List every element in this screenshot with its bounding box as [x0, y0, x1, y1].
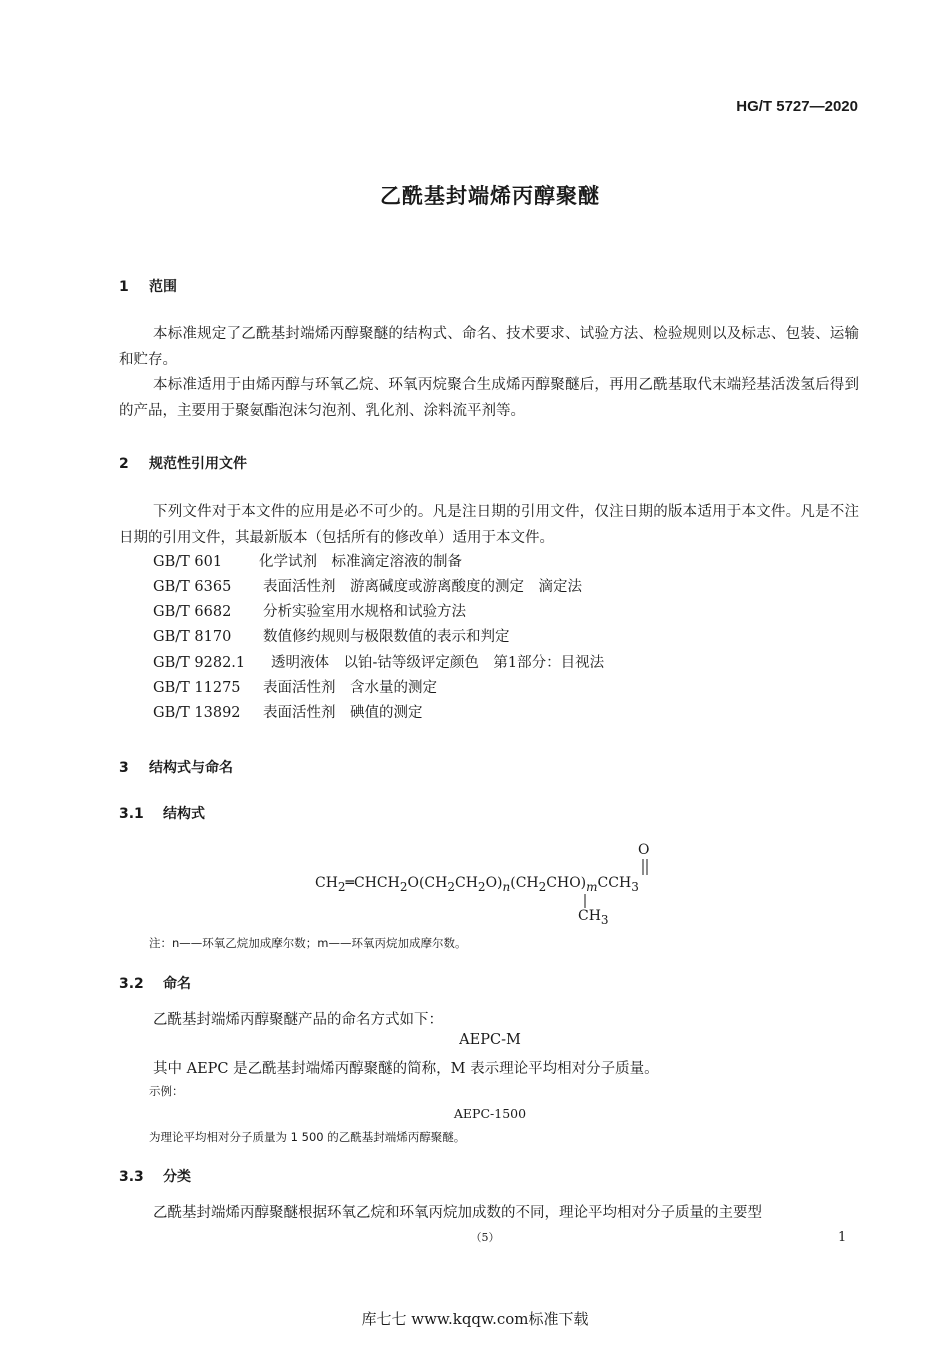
reference-item	[153, 550, 462, 575]
page-sequence: （5）	[470, 1231, 500, 1244]
example-label: 示例：	[149, 1084, 184, 1098]
classification-paragraph: 乙酰基封端烯丙醇聚醚根据环氧乙烷和环氧丙烷加成数的不同，理论平均相对分子质量的主要型	[153, 1205, 762, 1221]
double-bond-vertical	[641, 859, 649, 875]
reference-code: GB/T 6365	[153, 579, 232, 595]
subsection-title: 分类	[163, 1169, 191, 1185]
section-number: 3	[119, 760, 129, 776]
document-title: 乙酰基封端烯丙醇聚醚	[380, 184, 600, 208]
formula-text: CH	[315, 875, 338, 891]
formula-text: CCH	[597, 875, 632, 891]
section-title: 结构式与命名	[149, 760, 233, 776]
section-number: 2	[119, 456, 129, 472]
naming-paragraph: 乙酰基封端烯丙醇聚醚产品的命名方式如下：	[153, 1012, 443, 1028]
methyl-branch	[578, 908, 609, 927]
reference-item	[153, 701, 423, 726]
naming-explanation: 其中 AEPC 是乙酰基封端烯丙醇聚醚的简称，M 表示理论平均相对分子质量。	[153, 1061, 659, 1077]
formula-subscript: 3	[600, 912, 609, 927]
reference-code: GB/T 6682	[153, 604, 232, 620]
structural-formula	[315, 842, 715, 928]
formula-subscript: n	[502, 879, 511, 894]
reference-title: 分析实验室用水规格和试验方法	[263, 604, 466, 620]
page-number: 1	[838, 1230, 847, 1245]
section-number: 1	[119, 279, 129, 295]
formula-note: 注：n——环氧乙烷加成摩尔数；m——环氧丙烷加成摩尔数。	[149, 936, 467, 950]
section-3-heading	[119, 757, 233, 777]
section-1-paragraph-2: 本标准适用于由烯丙醇与环氧乙烷、环氧丙烷聚合生成烯丙醇聚醚后，再用乙酰基取代末端羟基活泼氢后得到的产品，主要用于聚氨酯泡沫匀泡剂、乳化剂、涂料流平剂等。	[119, 377, 859, 419]
reference-title: 表面活性剂 碘值的测定	[263, 705, 423, 721]
site-watermark-footer: 库七七 www.kqqw.com标准下载	[361, 1310, 589, 1328]
formula-main-chain	[315, 875, 639, 894]
subsection-number: 3.2	[119, 976, 144, 992]
single-bond-vertical	[583, 894, 587, 908]
subsection-title: 命名	[163, 976, 191, 992]
formula-subscript: 2	[538, 879, 547, 894]
subsection-3-2-heading	[119, 973, 191, 993]
section-2-heading	[119, 453, 247, 473]
reference-code: GB/T 9282.1	[153, 655, 246, 671]
section-1-paragraph-1: 本标准规定了乙酰基封端烯丙醇聚醚的结构式、命名、技术要求、试验方法、检验规则以及标志、包装、运输和贮存。	[119, 326, 859, 368]
reference-item	[153, 575, 582, 600]
section-title: 范围	[149, 279, 177, 295]
formula-text: O)	[485, 875, 503, 891]
reference-title: 数值修约规则与极限数值的表示和判定	[263, 629, 510, 645]
section-1-heading	[119, 276, 177, 296]
reference-item	[153, 651, 604, 676]
reference-title: 化学试剂 标准滴定溶液的制备	[259, 554, 462, 570]
formula-subscript: 2	[399, 879, 408, 894]
formula-text: CH	[578, 908, 601, 924]
standard-code: HG/T 5727—2020	[736, 98, 858, 115]
formula-subscript: 3	[631, 879, 639, 894]
formula-subscript: 2	[337, 879, 346, 894]
reference-title: 表面活性剂 游离碱度或游离酸度的测定 滴定法	[263, 579, 582, 595]
formula-text: O(CH	[407, 875, 448, 891]
subsection-number: 3.1	[119, 806, 144, 822]
naming-pattern: AEPC-M	[459, 1032, 521, 1048]
section-title: 规范性引用文件	[149, 456, 247, 472]
reference-code: GB/T 13892	[153, 705, 241, 721]
reference-code: GB/T 601	[153, 554, 223, 570]
subsection-number: 3.3	[119, 1169, 144, 1185]
reference-title: 表面活性剂 含水量的测定	[263, 680, 437, 696]
reference-code: GB/T 11275	[153, 680, 241, 696]
formula-subscript: 2	[447, 879, 455, 894]
formula-text: CHO)	[546, 875, 587, 891]
formula-subscript: m	[586, 879, 598, 894]
subsection-3-1-heading	[119, 803, 205, 823]
reference-title: 透明液体 以铂-钴等级评定颜色 第1部分：目视法	[271, 655, 605, 671]
reference-code: GB/T 8170	[153, 629, 232, 645]
formula-text: CH	[455, 875, 478, 891]
example-value: AEPC-1500	[453, 1106, 527, 1121]
subsection-title: 结构式	[163, 806, 205, 822]
reference-item	[153, 625, 510, 650]
formula-subscript: 2	[477, 879, 486, 894]
carbonyl-oxygen: O	[638, 842, 650, 858]
reference-item	[153, 676, 437, 701]
section-2-paragraph: 下列文件对于本文件的应用是必不可少的。凡是注日期的引用文件，仅注日期的版本适用于本文件。凡是不注日期的引用文件，其最新版本（包括所有的修改单）适用于本文件。	[119, 504, 859, 546]
example-description: 为理论平均相对分子质量为 1 500 的乙酰基封端烯丙醇聚醚。	[149, 1130, 466, 1144]
formula-text: (CH	[510, 875, 539, 891]
reference-item	[153, 600, 466, 625]
formula-text: ═CHCH	[345, 875, 400, 891]
subsection-3-3-heading	[119, 1166, 191, 1186]
